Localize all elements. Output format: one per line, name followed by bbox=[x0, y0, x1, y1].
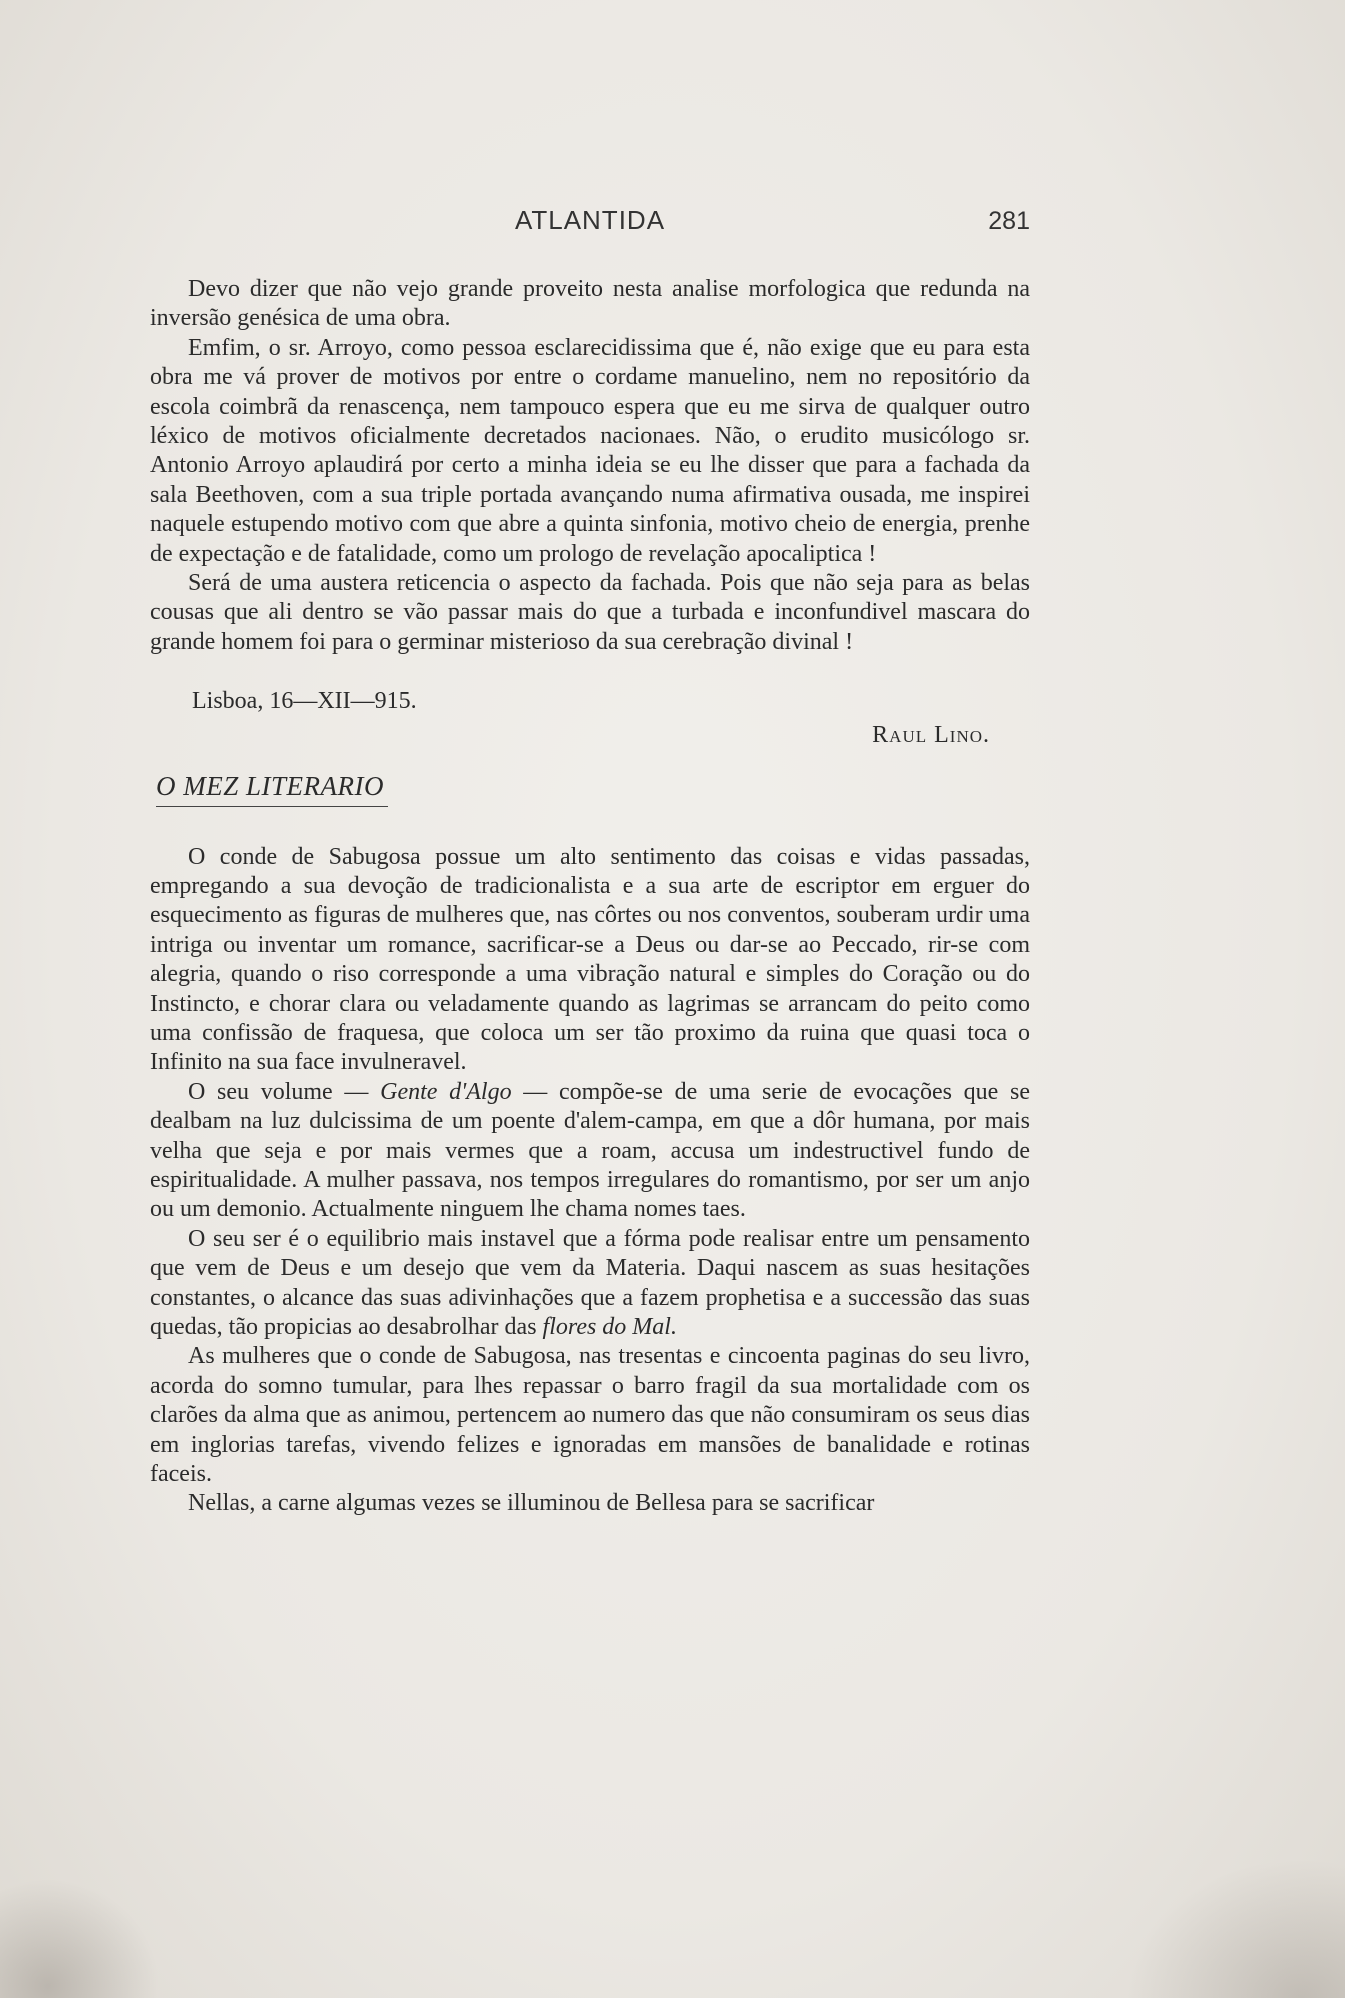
book-title: Gente d'Algo bbox=[380, 1078, 512, 1105]
paragraph bbox=[150, 1078, 1030, 1225]
page-header bbox=[150, 205, 1030, 245]
page-body bbox=[150, 275, 1030, 1519]
running-title: ATLANTIDA bbox=[514, 205, 666, 235]
page-number: 281 bbox=[988, 207, 1030, 235]
paragraph: Devo dizer que não vejo grande proveito nesta analise morfologica que redunda na inversão genésica de uma obra. bbox=[150, 276, 1030, 332]
paper-stain bbox=[1125, 1858, 1345, 1998]
paragraph: As mulheres que o conde de Sabugosa, nas tresentas e cincoenta paginas do seu livro, acorda do somno tumular, para lhes repassar o barro fragil da sua mortalidade com os clarões da alma que as animou, pertencem ao numero das que não consumiram os seus dias em inglorias tarefas, vivendo felizes e ignoradas em mansões de banalidade e rotinas faceis. bbox=[150, 1343, 1030, 1488]
text-run: O seu ser é o equilibrio mais instavel que a fórma pode realisar entre um pensamento que vem de Deus e um desejo que vem da Materia. Daqui nascem as suas hesitações constantes, o alcance das suas adivinhações que a fazem prophetisa e a successão das suas quedas, tão propicias ao desabrolhar das bbox=[150, 1225, 1030, 1340]
paragraph: Será de uma austera reticencia o aspecto da fachada. Pois que não seja para as belas cousas que ali dentro se vão passar mais do que a turbada e inconfundivel mascara do grande homem foi para o germinar misterioso da sua cerebração divinal ! bbox=[150, 570, 1030, 655]
book-title: flores do Mal. bbox=[542, 1314, 677, 1340]
text-run: O seu volume — bbox=[188, 1078, 381, 1105]
paragraph bbox=[150, 1225, 1030, 1343]
paper-stain bbox=[0, 1878, 160, 1998]
author-signature: Raul Lino. bbox=[872, 721, 990, 748]
section-title: O MEZ LITERARIO bbox=[156, 772, 388, 806]
text-run: — compõe-se de uma serie de evocações que se dealbam na luz dulcissima de um poente d'alem-campa, em que a dôr humana, por mais velha que seja e por mais vermes que a roam, accusa um indestructivel fundo de espiritualidade. A mulher passava, nos tempos irregulares do romantismo, por ser um anjo ou um demonio. Actualmente ninguem lhe chama nomes taes. bbox=[150, 1078, 1030, 1223]
paragraph: Emfim, o sr. Arroyo, como pessoa esclarecidissima que é, não exige que eu para esta obra me vá prover de motivos por entre o cordame manuelino, nem no repositório da escola coimbrã da renascença, nem tampouco espera que eu me sirva de qualquer outro léxico de motivos oficialmente decretados nacionaes. Não, o erudito musicólogo sr. Antonio Arroyo aplaudirá por certo a minha ideia se eu lhe disser que para a fachada da sala Beethoven, com a sua triple portada avançando numa afirmativa ousada, me inspirei naquele estupendo motivo com que abre a quinta sinfonia, motivo cheio de energia, prenhe de expectação e de fatalidade, como um prologo de revelação apocaliptica ! bbox=[150, 334, 1030, 567]
paragraph: Nellas, a carne algumas vezes se illuminou de Bellesa para se sacrificar bbox=[188, 1490, 875, 1517]
paragraph: O conde de Sabugosa possue um alto sentimento das coisas e vidas passadas, empregando a sua devoção de tradicionalista e a sua arte de escriptor em erguer do esquecimento as figuras de mulheres que, nas côrtes ou nos conventos, souberam urdir uma intriga ou inventar um romance, sacrificar-se a Deus ou dar-se ao Peccado, rir-se com alegria, quando o riso corresponde a uma vibração natural e simples do Coração ou do Instincto, e chorar clara ou veladamente quando as lagrimas se arrancam do peito como uma confissão de fraquesa, que coloca um ser tão proximo da ruina que quasi toca o Infinito na sua face invulneravel. bbox=[150, 843, 1030, 1076]
dateline: Lisboa, 16—XII—915. bbox=[192, 688, 417, 715]
